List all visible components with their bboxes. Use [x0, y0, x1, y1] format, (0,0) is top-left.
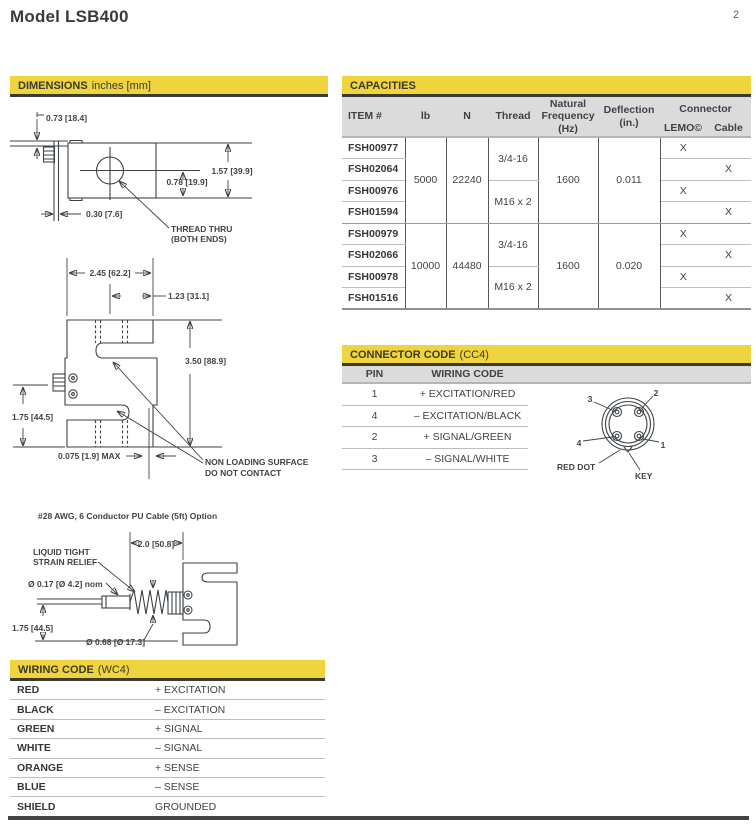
wiring-row	[10, 739, 325, 758]
wiring-code-header-suffix: (WC4)	[97, 664, 130, 676]
deflection-cell: 0.011	[598, 137, 660, 223]
dimensions-section-header	[10, 76, 328, 97]
dim-label-width: 2.45 [62.2]	[89, 268, 131, 278]
lemo-cell	[660, 245, 706, 267]
item-cell: FSH00976	[342, 180, 405, 202]
item-cell: FSH02066	[342, 245, 405, 267]
cable-cell	[706, 266, 751, 288]
pin-table	[342, 384, 528, 470]
page-footer-rule	[8, 816, 749, 820]
dim-label-centerline: 1.75 [44.5]	[12, 623, 54, 633]
connector-code-section-header	[342, 345, 751, 366]
cable-cell	[706, 223, 751, 245]
dimension-drawing-cable-view	[8, 506, 343, 656]
capacities-section-header	[342, 76, 751, 97]
non-loading-note-line2: DO NOT CONTACT	[205, 468, 282, 478]
connector-pins	[613, 408, 644, 441]
dim-label-overall-height: 1.57 [39.9]	[211, 166, 253, 176]
page-title: Model LSB400	[10, 7, 129, 26]
wire-function: + SIGNAL	[155, 722, 203, 735]
wiring-row	[10, 700, 325, 719]
pin-table-header	[342, 366, 751, 384]
wiring-row	[10, 681, 325, 700]
pin-number: 3	[371, 452, 378, 465]
wire-color: RED	[17, 684, 40, 697]
frequency-cell: 1600	[538, 223, 598, 309]
pin2-label: 2	[653, 388, 659, 398]
col-header-thread: Thread	[488, 97, 538, 137]
item-cell: FSH01516	[348, 292, 399, 304]
wiring-code-header-label: WIRING CODE	[18, 664, 94, 676]
wiring-row	[10, 778, 325, 797]
lb-cell: 10000	[405, 223, 446, 309]
wire-color: SHIELD	[17, 800, 56, 813]
pin1-label: 1	[660, 440, 666, 450]
wire-function: – EXCITATION	[155, 703, 226, 716]
col-header-lb: lb	[405, 97, 446, 137]
wiring-row	[10, 797, 325, 816]
load-cell-side-outline	[35, 563, 237, 645]
frequency-cell: 1600	[538, 137, 598, 223]
red-dot-label: RED DOT	[557, 462, 596, 472]
dim-label-connector-height: 1.75 [44.5]	[12, 412, 54, 422]
lemo-cell	[660, 202, 706, 224]
pin-row	[342, 384, 528, 406]
pin-number: 1	[371, 388, 378, 401]
wire-function: – SIGNAL	[155, 742, 203, 755]
lb-cell: 5000	[405, 137, 446, 223]
n-cell: 44480	[446, 223, 488, 309]
pin-column-header: PIN	[365, 368, 384, 380]
col-header-n: N	[446, 97, 488, 137]
dim-label-tab-width: 0.30 [7.6]	[86, 209, 123, 219]
wire-function: GROUNDED	[155, 800, 217, 813]
item-cell: FSH02064	[342, 159, 405, 181]
capacity-row	[342, 223, 751, 245]
pin3-label: 3	[587, 394, 593, 404]
wire-color: GREEN	[17, 722, 55, 735]
cable-cell: X	[706, 159, 751, 181]
connector-rings	[602, 398, 654, 452]
connector-code-header-suffix: (CC4)	[459, 349, 489, 361]
dim-label-relief-dia: Ø 0.68 [Ø 17.3]	[86, 637, 146, 647]
strain-relief-note-line2: STRAIN RELIEF	[33, 557, 98, 567]
wiring-code-section-header	[10, 660, 325, 681]
pin-wiring-code: – SIGNAL/WHITE	[425, 452, 510, 465]
item-cell: FSH00979	[342, 223, 405, 245]
lemo-cell	[660, 288, 706, 310]
item-cell: FSH01594	[342, 202, 405, 224]
wire-color: BLACK	[17, 703, 54, 716]
lemo-cell: X	[660, 180, 706, 202]
lemo-cell	[660, 159, 706, 181]
dim-label-half-width: 1.23 [31.1]	[168, 291, 210, 301]
item-cell: FSH00978	[342, 266, 405, 288]
wiring-code-section	[10, 660, 325, 819]
thread-thru-note-line2: (BOTH ENDS)	[171, 234, 227, 244]
dim-label-cable-dia: Ø 0.17 [Ø 4.2] nom	[28, 579, 103, 589]
dimension-drawing-top-view	[8, 103, 338, 245]
cable-option-title: #28 AWG, 6 Conductor PU Cable (5ft) Option	[38, 511, 218, 521]
wiring-code-column-header: WIRING CODE	[431, 368, 504, 380]
col-header-deflection: Deflection (in.)	[598, 97, 660, 137]
wire-function: + SENSE	[155, 761, 200, 774]
pin-row	[342, 406, 528, 428]
dimensions-header-units: inches [mm]	[91, 80, 151, 92]
pin4-label: 4	[576, 438, 582, 448]
load-cell-front-outline	[53, 320, 157, 447]
thread-cell: M16 x 2	[488, 180, 538, 223]
capacities-section	[342, 76, 751, 310]
col-header-cable: Cable	[706, 121, 751, 137]
col-header-lemo: LEMO©	[660, 121, 706, 137]
n-cell: 22240	[446, 137, 488, 223]
pin-row	[342, 449, 528, 471]
col-header-connector: Connector	[660, 97, 751, 121]
wiring-code-table	[10, 681, 325, 819]
cable-cell: X	[724, 292, 732, 304]
wire-color: ORANGE	[17, 761, 64, 774]
capacity-row	[342, 137, 751, 159]
capacities-header-label: CAPACITIES	[350, 80, 416, 92]
cable-cell	[706, 180, 751, 202]
pin-number: 2	[371, 431, 378, 444]
col-header-item: ITEM #	[342, 97, 405, 137]
cable-cell	[706, 137, 751, 159]
connector-face-diagram	[552, 386, 697, 481]
pin-number: 4	[371, 409, 378, 422]
lemo-cell: X	[660, 137, 706, 159]
dimensions-header-label: DIMENSIONS	[18, 80, 88, 92]
dim-label-height: 3.50 [88.9]	[185, 356, 227, 366]
wire-function: + EXCITATION	[155, 684, 226, 697]
strain-relief-note-line1: LIQUID TIGHT	[33, 547, 90, 557]
lemo-cell: X	[660, 266, 706, 288]
cable-cell: X	[706, 245, 751, 267]
dim-label-tab-height: 0.73 [18.4]	[46, 113, 88, 123]
wire-color: BLUE	[17, 781, 46, 794]
wiring-row	[10, 720, 325, 739]
connector-code-header-label: CONNECTOR CODE	[350, 349, 456, 361]
deflection-cell: 0.020	[598, 223, 660, 309]
pin-wiring-code: + SIGNAL/GREEN	[423, 431, 512, 444]
wiring-row	[10, 759, 325, 778]
thread-cell: 3/4-16	[488, 223, 538, 266]
wire-color: WHITE	[17, 742, 51, 755]
dimension-drawing-front-view	[8, 244, 338, 488]
thread-cell: 3/4-16	[488, 137, 538, 180]
key-label: KEY	[635, 471, 653, 481]
lemo-cell: X	[660, 223, 706, 245]
dim-label-gap: 0.075 [1.9] MAX	[58, 451, 121, 461]
capacities-table	[342, 97, 751, 310]
wire-function: – SENSE	[155, 781, 200, 794]
thread-cell: M16 x 2	[488, 266, 538, 309]
dim-label-center-to-edge: 0.78 [19.9]	[166, 177, 208, 187]
page-number: 2	[733, 9, 740, 21]
cable-cell: X	[706, 202, 751, 224]
pin-wiring-code: – EXCITATION/BLACK	[413, 409, 522, 422]
col-header-frequency: Natural Frequency (Hz)	[538, 97, 598, 137]
thread-thru-note-line1: THREAD THRU	[171, 224, 233, 234]
dim-label-relief-length: 2.0 [50.8]	[137, 539, 175, 549]
non-loading-note-line1: NON LOADING SURFACE	[205, 457, 309, 467]
item-cell: FSH00977	[342, 137, 405, 159]
pin-wiring-code: + EXCITATION/RED	[419, 388, 516, 401]
pin-row	[342, 427, 528, 449]
